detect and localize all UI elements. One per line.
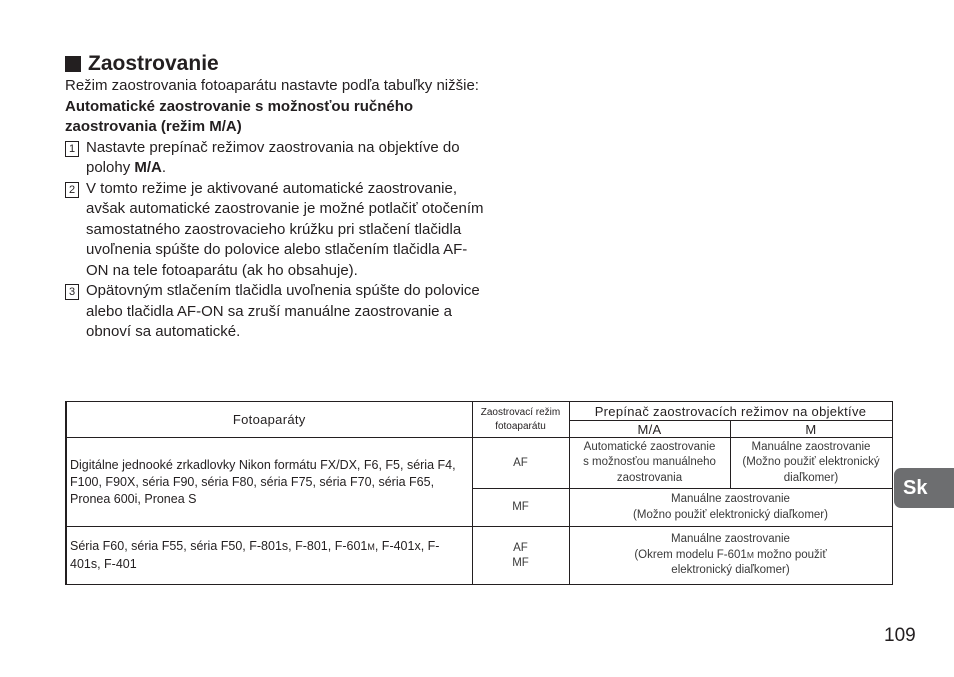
camera-mode-af-2: AF xyxy=(513,541,528,554)
af-m-line3: diaľkomer) xyxy=(783,471,839,484)
intro-paragraph: Režim zaostrovania fotoaparátu nastavte podľa tabuľky nižšie: xyxy=(65,77,479,94)
step-3 xyxy=(65,281,485,343)
step-1-text-a: Nastavte prepínač režimov zaostrovania na objektíve do polohy xyxy=(86,138,460,176)
step-2-text: V tomto režime je aktivované automatické zaostrovanie, avšak automatické zaostrovanie je možné potlačiť otočením samostatného zaostrovacieho krúžku pri stlačení tlačidla uvoľnenia spúšte do polovice alebo stlačením tlačidla AF-ON na tele fotoaparátu (ak ho obsahuje). xyxy=(86,179,484,279)
cameras-group-2-small-m: M xyxy=(367,542,375,552)
subheading: Automatické zaostrovanie s možnosťou ručného zaostrovania (režim M/A) xyxy=(65,97,414,135)
camera-mode-mf-2: MF xyxy=(512,556,529,569)
af-m-cell xyxy=(730,438,892,489)
header-camera-focus-mode-line1: Zaostrovací režim xyxy=(480,406,561,418)
section-title xyxy=(65,51,219,77)
step-1 xyxy=(65,138,485,179)
section-title-text: Zaostrovanie xyxy=(88,52,219,75)
mf-line2: (Možno použiť elektronický diaľkomer) xyxy=(633,508,828,521)
cameras-group-2 xyxy=(66,527,472,585)
focus-mode-table xyxy=(65,401,893,585)
group-2-line2a: (Okrem modelu F-601 xyxy=(634,548,747,561)
step-number-box: 3 xyxy=(65,284,79,300)
header-camera-focus-mode xyxy=(472,402,569,438)
group-2-line1: Manuálne zaostrovanie xyxy=(671,533,790,546)
cameras-group-1: Digitálne jednooké zrkadlovky Nikon formátu FX/DX, F6, F5, séria F4, F100, F90X, séria F90, séria F80, séria F75, séria F70, séria F65, Pronea 600i, Pronea S xyxy=(66,438,472,527)
header-camera-focus-mode-line2: fotoaparátu xyxy=(495,420,546,432)
group-2-line3: elektronický diaľkomer) xyxy=(671,564,790,577)
camera-mode-af-mf xyxy=(472,527,569,585)
step-1-bold: M/A xyxy=(134,159,162,176)
step-2 xyxy=(65,179,485,282)
page-number: 109 xyxy=(884,625,916,646)
header-m: M xyxy=(730,421,892,438)
step-1-text-b: . xyxy=(161,159,167,176)
language-tab: Sk xyxy=(894,468,954,508)
mf-cell xyxy=(569,489,892,527)
group-2-cell xyxy=(569,527,892,585)
camera-mode-mf: MF xyxy=(472,489,569,527)
af-ma-line3: zaostrovania xyxy=(616,471,683,484)
header-lens-switch: Prepínač zaostrovacích režimov na objektíve xyxy=(569,402,892,421)
group-2-line2b: možno použiť xyxy=(753,548,827,561)
step-number-box: 1 xyxy=(65,141,79,157)
camera-mode-af: AF xyxy=(472,438,569,489)
af-ma-line2: s možnosťou manuálneho xyxy=(583,456,716,469)
group-2-small-m: M xyxy=(746,549,754,560)
af-ma-line1: Automatické zaostrovanie xyxy=(583,440,716,453)
body-text xyxy=(65,76,485,343)
step-number-box: 2 xyxy=(65,182,79,198)
cameras-group-2-b: , F-401x, F-401s, F-401 xyxy=(70,539,440,571)
step-3-text: Opätovným stlačením tlačidla uvoľnenia spúšte do polovice alebo tlačidla AF-ON sa zruší manuálne zaostrovanie a obnoví sa automatické. xyxy=(86,282,480,340)
black-square-icon xyxy=(65,56,81,72)
cameras-group-2-a: Séria F60, séria F55, séria F50, F-801s, F-801, F-601 xyxy=(70,539,368,553)
af-m-line1: Manuálne zaostrovanie xyxy=(751,440,871,453)
af-ma-cell xyxy=(569,438,730,489)
header-cameras: Fotoaparáty xyxy=(66,402,472,438)
af-m-line2: (Možno použiť elektronický xyxy=(742,456,880,469)
header-ma: M/A xyxy=(569,421,730,438)
mf-line1: Manuálne zaostrovanie xyxy=(671,493,790,505)
